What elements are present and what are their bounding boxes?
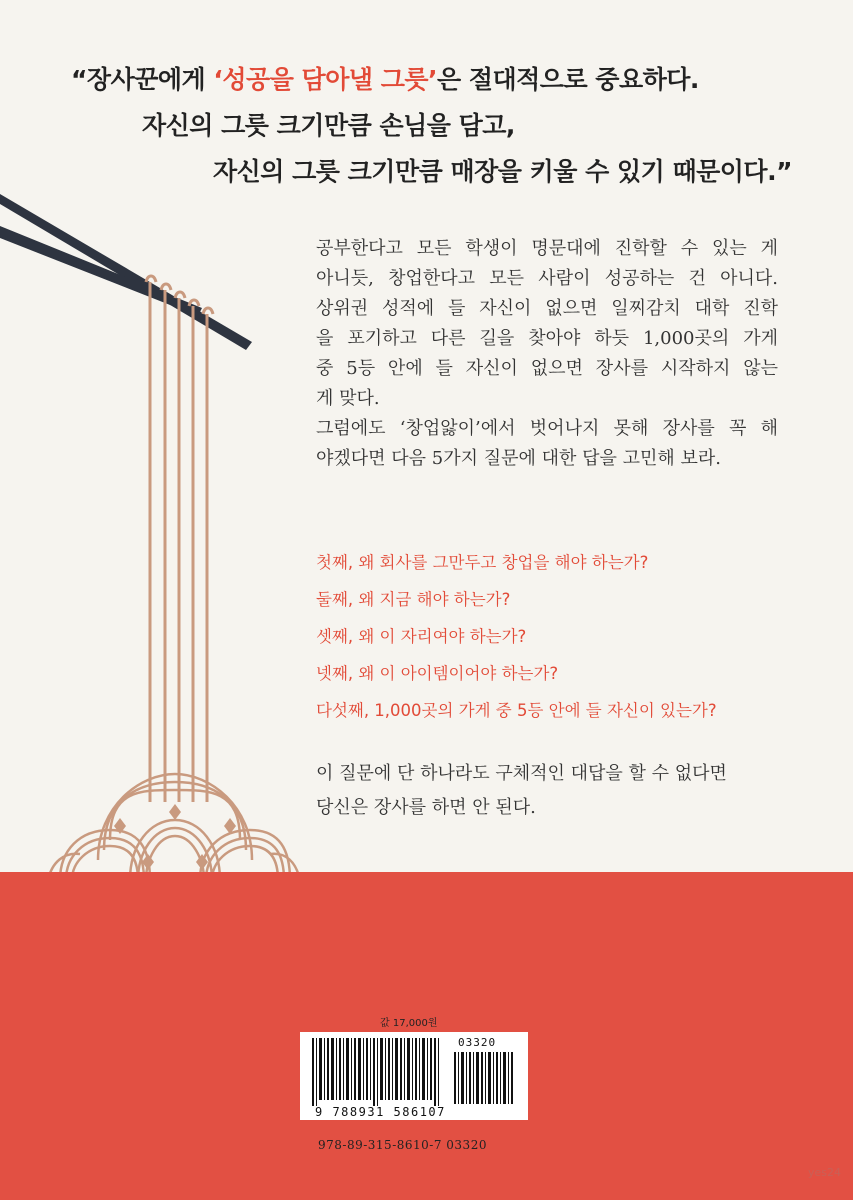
chopsticks-icon [0, 194, 252, 350]
body-line: 공부한다고 모든 학생이 명문대에 진학할 수 있는 게 [316, 238, 778, 259]
body-paragraph [316, 234, 778, 474]
headline-accent: ‘성공을 담아낼 그릇’ [213, 65, 437, 94]
price-label: 값 17,000원 [380, 1018, 438, 1029]
body-line: 상위권 성적에 들 자신이 없으면 일찌감치 대학 진학 [316, 298, 778, 319]
body-line: 아니듯, 창업한다고 모든 사람이 성공하는 건 아니다. [316, 268, 778, 289]
isbn-number: 978-89-315-8610-7 03320 [318, 1138, 487, 1152]
headline-post: 은 절대적으로 중요하다. [437, 65, 699, 94]
closing-line-1: 이 질문에 단 하나라도 구체적인 대답을 할 수 없다면 [316, 763, 727, 784]
question-item: 둘째, 왜 지금 해야 하는가? [316, 590, 511, 609]
headline-pre: “장사꾼에게 [71, 65, 214, 94]
noodle-illustration [0, 190, 300, 880]
question-item: 다섯째, 1,000곳의 가게 중 5등 안에 들 자신이 있는가? [316, 701, 717, 720]
barcode-digits: 9 788931 586107 [315, 1105, 446, 1119]
body-line: 게 맞다. [316, 388, 380, 409]
barcode-addon-digits: 03320 [458, 1036, 497, 1049]
closing-paragraph [316, 757, 778, 825]
watermark: yes24 [808, 1166, 842, 1179]
body-line: 중 5등 안에 들 자신이 없으면 장사를 시작하지 않는 [316, 358, 778, 379]
question-item: 첫째, 왜 회사를 그만두고 창업을 해야 하는가? [316, 553, 649, 572]
body-line: 을 포기하고 다른 길을 찾아야 하듯 1,000곳의 가게 [316, 328, 778, 349]
closing-line-2: 당신은 장사를 하면 안 된다. [316, 797, 536, 818]
headline-line-2: 자신의 그릇 크기만큼 손님을 담고, [142, 111, 515, 140]
question-item: 셋째, 왜 이 자리여야 하는가? [316, 627, 527, 646]
noodles-icon [146, 276, 213, 802]
body-line: 야겠다면 다음 5가지 질문에 대한 답을 고민해 보라. [316, 448, 721, 469]
body-line: 그럼에도 ‘창업앓이’에서 벗어나지 못해 장사를 꼭 해 [316, 418, 778, 439]
noodle-bowl-icon [48, 774, 300, 880]
question-item: 넷째, 왜 이 아이템이어야 하는가? [316, 664, 559, 683]
question-list [316, 544, 717, 729]
headline-line-3: 자신의 그릇 크기만큼 매장을 키울 수 있기 때문이다.” [213, 157, 793, 186]
headline-line-1 [71, 60, 699, 96]
